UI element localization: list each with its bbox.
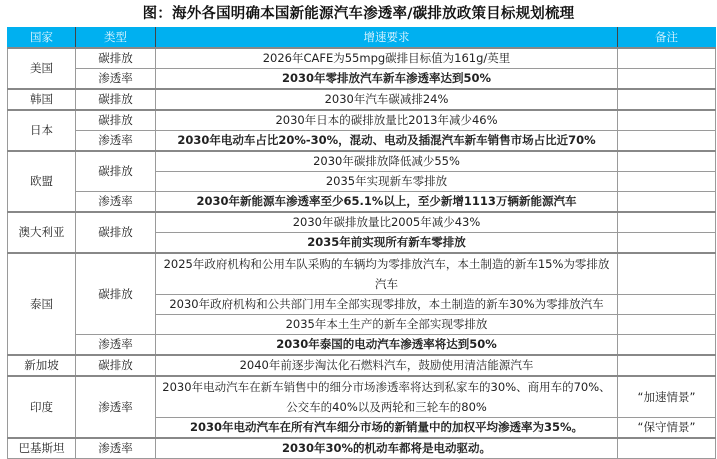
table-row — [8, 151, 716, 172]
table-row — [8, 335, 716, 356]
type-cell: 碳排放 — [76, 212, 156, 253]
type-cell: 渗透率 — [76, 131, 156, 152]
table-row — [8, 438, 716, 459]
note-cell — [618, 315, 716, 335]
type-cell: 碳排放 — [76, 151, 156, 192]
table-row — [8, 253, 716, 295]
country-cell: 韩国 — [8, 89, 76, 110]
table-row — [8, 192, 716, 213]
requirement-cell: 2035年实现新车零排放 — [156, 172, 618, 192]
requirement-cell: 2030年新能源车渗透率至少65.1%以上，至少新增1113万辆新能源汽车 — [156, 192, 618, 213]
country-cell: 日本 — [8, 110, 76, 151]
country-cell: 新加坡 — [8, 355, 76, 376]
note-cell — [618, 131, 716, 152]
page-title: 图：海外各国明确本国新能源汽车渗透率/碳排放政策目标规划梳理 — [142, 6, 575, 22]
table-row — [8, 48, 716, 69]
table-row — [8, 131, 716, 152]
requirement-cell: 2030年电动汽车在所有汽车细分市场的新销量中的加权平均渗透率为35%。 — [156, 418, 618, 439]
country-cell: 泰国 — [8, 253, 76, 355]
note-cell: “保守情景” — [618, 418, 716, 439]
requirement-cell: 2030年泰国的电动汽车渗透率将达到50% — [156, 335, 618, 356]
requirement-cell: 2030年30%的机动车都将是电动驱动。 — [156, 438, 618, 459]
header-requirement: 增速要求 — [156, 28, 618, 49]
type-cell: 碳排放 — [76, 48, 156, 69]
country-cell: 印度 — [8, 376, 76, 438]
type-cell: 渗透率 — [76, 376, 156, 438]
note-cell — [618, 192, 716, 213]
table-row — [8, 69, 716, 90]
header-note: 备注 — [618, 28, 716, 49]
type-cell: 碳排放 — [76, 110, 156, 131]
requirement-cell: 2026年CAFE为55mpg碳排目标值为161g/英里 — [156, 48, 618, 69]
country-cell: 美国 — [8, 48, 76, 89]
requirement-cell: 2030年电动汽车在新车销售中的细分市场渗透率将达到私家车的30%、商用车的70%、公交车的40%以及两轮和三轮车的80% — [156, 376, 618, 418]
requirement-cell: 2030年碳排放量比2005年减少43% — [156, 212, 618, 233]
requirement-cell: 2030年电动车占比20%-30%，混动、电动及插混汽车新车销售市场占比近70% — [156, 131, 618, 152]
type-cell: 渗透率 — [76, 69, 156, 90]
header-type: 类型 — [76, 28, 156, 49]
note-cell — [618, 89, 716, 110]
requirement-cell: 2025年政府机构和公用车队采购的车辆均为零排放汽车，本土制造的新车15%为零排放汽车 — [156, 253, 618, 295]
table-row — [8, 89, 716, 110]
requirement-cell: 2030年汽车碳减排24% — [156, 89, 618, 110]
note-cell — [618, 172, 716, 192]
type-cell: 碳排放 — [76, 89, 156, 110]
note-cell — [618, 151, 716, 172]
header-country: 国家 — [8, 28, 76, 49]
country-cell: 欧盟 — [8, 151, 76, 212]
requirement-cell: 2030年零排放汽车新车渗透率达到50% — [156, 69, 618, 90]
note-cell: “加速情景” — [618, 376, 716, 418]
requirement-cell: 2040年前逐步淘汰化石燃料汽车，鼓励使用清洁能源汽车 — [156, 355, 618, 376]
note-cell — [618, 295, 716, 315]
country-cell: 澳大利亚 — [8, 212, 76, 253]
requirement-cell: 2035年前实现所有新车零排放 — [156, 233, 618, 254]
note-cell — [618, 355, 716, 376]
type-cell: 碳排放 — [76, 253, 156, 335]
requirement-cell: 2030年日本的碳排放量比2013年减少46% — [156, 110, 618, 131]
requirement-cell: 2030年碳排放降低减少55% — [156, 151, 618, 172]
note-cell — [618, 212, 716, 233]
note-cell — [618, 335, 716, 356]
table-row — [8, 355, 716, 376]
type-cell: 渗透率 — [76, 335, 156, 356]
note-cell — [618, 233, 716, 254]
note-cell — [618, 48, 716, 69]
note-cell — [618, 438, 716, 459]
note-cell — [618, 253, 716, 295]
country-cell: 巴基斯坦 — [8, 438, 76, 459]
type-cell: 碳排放 — [76, 355, 156, 376]
table-header — [8, 28, 716, 49]
table-row — [8, 212, 716, 233]
requirement-cell: 2035年本土生产的新车全部实现零排放 — [156, 315, 618, 335]
note-cell — [618, 69, 716, 90]
note-cell — [618, 110, 716, 131]
policy-table — [7, 27, 716, 459]
type-cell: 渗透率 — [76, 438, 156, 459]
type-cell: 渗透率 — [76, 192, 156, 213]
table-row — [8, 376, 716, 418]
requirement-cell: 2030年政府机构和公共部门用车全部实现零排放，本土制造的新车30%为零排放汽车 — [156, 295, 618, 315]
table-row — [8, 110, 716, 131]
